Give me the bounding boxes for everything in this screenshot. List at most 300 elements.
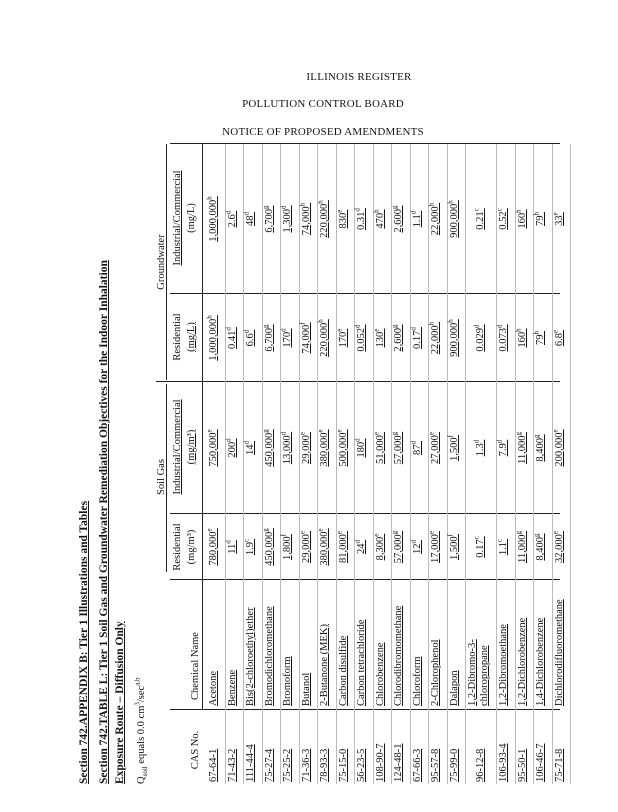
cell-cas	[412, 712, 424, 782]
cell-sgi-value: 750,000	[208, 432, 219, 467]
cell-sgi	[261, 384, 276, 512]
cell-sgr	[495, 516, 510, 578]
groundwater-group: Groundwater	[156, 234, 167, 290]
cell-gwi	[279, 146, 294, 292]
cell-gwr-value: 6,700	[263, 327, 275, 352]
cell-gwi	[353, 146, 368, 292]
col-chemical-name: Chemical Name	[190, 632, 201, 700]
cell-gwr-footnote: d	[409, 327, 417, 331]
cell-cas	[227, 712, 239, 782]
cell-chem-value: Carbon disulfide	[337, 635, 349, 706]
cell-sgr	[261, 516, 276, 578]
cell-gwi-value: 220,000	[319, 203, 330, 238]
cell-cas	[338, 712, 350, 782]
row-divider	[515, 144, 516, 784]
cell-sgr-value: 1,800	[282, 536, 293, 560]
row-divider	[225, 144, 226, 784]
cell-sgr-footnote: e	[335, 531, 343, 535]
cell-gwr-footnote: d	[353, 324, 362, 328]
cell-gwi-footnote: d	[242, 212, 251, 216]
cell-cas-value: 67-64-1	[208, 748, 219, 782]
cell-gwr	[551, 296, 566, 380]
cell-gwr-footnote: d	[224, 327, 232, 331]
cell-gwi-footnote: d	[353, 208, 362, 212]
cell-gwi-value: 2,600	[393, 208, 404, 233]
cell-gwi-value: 470	[374, 212, 386, 229]
cell-gwr-footnote: h	[514, 328, 523, 332]
cell-sgi-footnote: d	[472, 439, 481, 444]
cell-cas-value: 71-36-3	[300, 748, 312, 782]
cell-gwr	[205, 296, 220, 380]
soil-gas-group: Soil Gas	[156, 459, 167, 495]
cell-gwr-footnote: f	[298, 322, 306, 325]
row-divider	[447, 144, 448, 784]
cell-gwi	[390, 146, 405, 292]
cell-sgi-value: 14	[245, 444, 256, 455]
cell-sgi-value: 200,000	[553, 432, 565, 467]
cell-sgr-footnote: g	[261, 528, 269, 532]
cell-sgi-value: 1,500	[448, 437, 460, 461]
cell-chem	[535, 582, 547, 706]
cell-cas	[208, 712, 220, 782]
cell-gwr	[427, 296, 442, 380]
cell-gwi-value: 0.31	[356, 211, 367, 230]
col-sg-res-unit: (mg/m³)	[186, 529, 197, 565]
cell-sgi	[298, 384, 313, 512]
qsoil-exp: 3	[133, 702, 142, 706]
col-sg-res: Residential	[172, 523, 183, 571]
cell-gwr	[446, 296, 461, 380]
cell-gwi-value: 1,000,000	[208, 199, 219, 242]
row-divider	[317, 144, 318, 784]
cell-gwi	[224, 146, 239, 292]
cell-chem	[412, 582, 424, 706]
cell-sgr	[472, 516, 487, 578]
cell-sgi-value: 1.3	[474, 443, 486, 457]
cell-chem-value: Carbon tetrachloride	[356, 619, 367, 706]
cell-cas-value: 75-15-0	[337, 748, 349, 782]
cell-gwi-value: 2.6	[226, 214, 238, 228]
cell-cas	[356, 712, 368, 782]
board-header: POLLUTION CONTROL BOARD	[242, 98, 404, 110]
cell-sgr-value: 8,300	[374, 536, 386, 561]
cell-gwr-footnote: h	[427, 321, 436, 326]
cell-sgi-footnote: g	[390, 431, 399, 436]
cell-chem	[319, 582, 331, 706]
cell-cas	[498, 712, 510, 782]
cell-sgr-value: 1.9	[245, 542, 256, 556]
cell-sgr-footnote: e	[205, 528, 214, 532]
cell-cas	[517, 712, 529, 782]
cell-gwi-footnote: d	[224, 210, 232, 215]
cell-sgi-footnote: d	[279, 431, 288, 436]
cell-gwr-footnote: d	[279, 328, 288, 332]
cell-chem-value: 2-Butanone (MEK)	[319, 624, 330, 706]
cell-gwi-value: 160	[516, 212, 528, 229]
cell-cas	[245, 712, 257, 782]
cell-sgi-value: 57,000	[393, 435, 404, 465]
cell-gwr	[532, 296, 547, 380]
cell-cas-value: 111-44-4	[245, 744, 256, 782]
cell-gwr-value: 160	[516, 331, 528, 348]
cell-gwr-value: 130	[374, 331, 386, 348]
cell-chem-value: 1,2-Dibromoethane	[498, 624, 510, 706]
cell-gwi-footnote: h	[372, 209, 380, 213]
cell-gwi-value: 900,000	[448, 203, 460, 238]
qsoil-q: Q	[136, 776, 147, 784]
cell-sgr-footnote: f	[446, 534, 454, 537]
cell-gwr-footnote: d	[495, 324, 504, 328]
cell-sgi-footnote: d	[224, 438, 232, 442]
col-sg-ind-unit: (mg/m³)	[186, 429, 197, 465]
cell-sgr-footnote: g	[514, 531, 523, 535]
cell-chem-line2: chloropropane	[479, 645, 490, 706]
cell-gwr	[224, 296, 239, 380]
cell-chem-value: Chlorodibromomethane	[393, 605, 404, 706]
cell-sgi-footnote: g	[514, 432, 523, 436]
cell-gwr-value: 0.052	[356, 327, 367, 352]
qsoil-sub: soil	[141, 766, 150, 777]
table-title: Section 742.TABLE L: Tier 1 Soil Gas and Groundwater Remediation Objectives for the Indoor Inhalation	[98, 260, 110, 784]
cell-gwi	[495, 146, 510, 292]
row-divider	[373, 144, 374, 784]
cell-gwr-value: 170	[337, 331, 349, 348]
cell-chem	[264, 582, 276, 706]
row-divider	[533, 144, 534, 784]
cell-sgr	[205, 516, 220, 578]
cell-sgi-value: 450,000	[263, 432, 275, 467]
cell-gwi	[335, 146, 350, 292]
cell-sgr-value: 0.17	[474, 539, 486, 558]
cell-sgr	[353, 516, 368, 578]
cell-gwr-footnote: g	[390, 324, 399, 328]
cell-gwi-footnote: h	[205, 196, 214, 200]
row-divider	[410, 144, 411, 784]
cell-gwi-footnote: h	[532, 212, 541, 216]
cell-cas-value: 71-43-2	[226, 748, 238, 782]
cell-cas-value: 108-90-7	[374, 743, 386, 782]
cell-chem-value: 1,4-Dichlorobenzene	[535, 617, 547, 706]
cell-gwi-footnote: h	[514, 209, 523, 213]
cell-gwr	[242, 296, 257, 380]
cell-gwi-footnote: g	[261, 205, 269, 209]
cell-cas-value: 67-66-3	[411, 748, 423, 782]
notice-header: NOTICE OF PROPOSED AMENDMENTS	[222, 126, 424, 138]
cell-chem	[517, 582, 529, 706]
cell-sgr	[242, 516, 257, 578]
row-divider	[280, 144, 281, 784]
cell-cas	[301, 712, 313, 782]
cell-sgr-value: 380,000	[319, 531, 330, 566]
cell-gwr-value: 0.41	[226, 330, 238, 349]
cell-sgi-value: 180	[356, 441, 367, 458]
cell-gwr	[353, 296, 368, 380]
cell-gwi	[409, 146, 424, 292]
cell-gwi-footnote: d	[409, 210, 417, 215]
cell-sgr-value: 11,000	[516, 534, 528, 563]
cell-gwr-value: 1,000,000	[208, 318, 219, 361]
cell-gwr	[514, 296, 529, 380]
cell-gwi	[427, 146, 442, 292]
cell-sgr-footnote: c	[242, 538, 251, 542]
cell-gwr-footnote: g	[261, 324, 269, 328]
cell-cas	[430, 712, 442, 782]
cell-gwi	[298, 146, 313, 292]
cell-gwr-value: 6.6	[245, 333, 256, 347]
cell-sgr	[335, 516, 350, 578]
col-cas: CAS No.	[190, 730, 201, 770]
cell-sgi	[279, 384, 294, 512]
cell-sgi-value: 11,000	[516, 435, 528, 464]
cell-sgi	[205, 384, 220, 512]
cell-chem-value: Dalapon	[448, 670, 460, 706]
cell-gwr-value: 0.029	[474, 327, 486, 352]
cell-sgi-value: 87	[411, 444, 423, 455]
cell-sgi-value: 500,000	[337, 432, 349, 467]
cell-chem-value: Butanol	[300, 672, 312, 706]
cell-cas-value: 95-57-8	[430, 748, 441, 782]
cell-cas-value: 96-12-8	[474, 748, 486, 782]
cell-sgr-value: 24	[356, 543, 367, 554]
cell-gwi-value: 1,300	[282, 208, 293, 233]
row-divider	[262, 144, 263, 784]
cell-chem-value: Bromoform	[282, 656, 293, 706]
cell-cas-value: 95-50-1	[516, 748, 528, 782]
cell-sgi	[446, 384, 461, 512]
col-gw-res: Residential	[172, 313, 183, 361]
cell-sgr	[551, 516, 566, 578]
cell-gwi-value: 22,000	[430, 206, 441, 236]
cell-sgr-value: 780,000	[208, 531, 219, 566]
cell-gwr	[409, 296, 424, 380]
row-divider	[336, 144, 337, 784]
row-divider	[354, 144, 355, 784]
section-title: Section 742.APPENDIX B: Tier 1 Illustrations and Tables	[78, 500, 90, 784]
cell-gwr-value: 6.8	[553, 333, 565, 347]
cell-gwi-footnote: e	[335, 209, 343, 213]
cell-sgi-footnote: e	[427, 432, 436, 436]
cell-sgi	[514, 384, 529, 512]
cell-chem	[554, 582, 566, 706]
cell-sgr-value: 8,400	[535, 536, 547, 561]
cell-sgi-footnote: d	[242, 441, 251, 445]
cell-cas-value: 106-46-7	[535, 743, 547, 782]
cell-gwr-value: 170	[282, 331, 293, 348]
cell-sgi-footnote: e	[298, 432, 306, 436]
cell-gwi-value: 1.1	[411, 214, 423, 228]
cell-gwi-value: 830	[337, 212, 349, 229]
cell-cas-value: 106-93-4	[498, 743, 510, 782]
cell-gwr	[372, 296, 387, 380]
cell-chem	[449, 582, 461, 706]
cell-chem	[282, 582, 294, 706]
cell-sgr	[532, 516, 547, 578]
cell-sgi-footnote: e	[316, 429, 325, 433]
cell-sgi-footnote: e	[205, 429, 214, 433]
cell-sgi-value: 27,000	[430, 435, 441, 464]
row-divider	[391, 144, 392, 784]
cell-gwi-footnote: c	[472, 208, 481, 212]
cell-gwi	[372, 146, 387, 292]
cell-sgi-footnote: e	[372, 432, 380, 436]
cell-sgr-footnote: d	[409, 540, 417, 544]
qsoil-rest: equals 0.0 cm	[136, 705, 147, 767]
cell-sgi	[316, 384, 331, 512]
cell-chem	[227, 582, 239, 706]
cell-sgr-value: 57,000	[393, 534, 404, 564]
cell-gwr-value: 220,000	[319, 322, 330, 357]
cell-cas	[554, 712, 566, 782]
cell-sgi-footnote: d	[409, 441, 417, 445]
cell-gwi	[316, 146, 331, 292]
cell-sgr-footnote: d	[224, 540, 232, 544]
cell-gwr-value: 900,000	[448, 322, 460, 357]
cell-sgi-footnote: g	[261, 429, 269, 433]
cell-gwr	[472, 296, 487, 380]
row-divider	[299, 144, 300, 784]
cell-gwi-footnote: h	[446, 200, 454, 204]
cell-cas-value: 124-48-1	[393, 743, 404, 782]
cell-sgr	[224, 516, 239, 578]
row-divider	[465, 144, 466, 784]
cell-sgi-value: 13,000	[282, 435, 293, 465]
cell-sgi	[409, 384, 424, 512]
cell-gwi	[514, 146, 529, 292]
cell-sgi-footnote: e	[551, 429, 560, 433]
cell-cas-value: 75-71-8	[553, 748, 565, 782]
cell-sgr-footnote: f	[279, 534, 288, 537]
cell-gwr-footnote: d	[242, 329, 251, 334]
cell-sgr	[316, 516, 331, 578]
cell-sgi	[353, 384, 368, 512]
cell-chem	[375, 582, 387, 706]
cell-cas	[375, 712, 387, 782]
cell-cas-value: 75-99-0	[448, 748, 460, 782]
cell-chem	[301, 582, 313, 706]
cell-gwi-footnote: g	[390, 205, 399, 209]
cell-sgi	[551, 384, 566, 512]
row-divider	[570, 144, 571, 784]
cell-chem	[467, 582, 491, 706]
cell-sgr	[427, 516, 442, 578]
rotated-table-page	[78, 112, 568, 812]
cell-sgi-footnote: f	[446, 435, 454, 438]
row-divider	[243, 144, 244, 784]
register-header: ILLINOIS REGISTER	[306, 71, 412, 83]
cell-chem-value: Acetone	[208, 671, 219, 706]
cell-gwr-footnote: e	[551, 329, 560, 333]
cell-chem-value: Benzene	[226, 669, 238, 706]
cell-gwi-value: 33	[553, 215, 565, 226]
cell-sgi-value: 7.9	[498, 443, 510, 457]
qsoil-rest2: /sec	[136, 685, 147, 703]
cell-sgr-footnote: d	[353, 540, 362, 544]
cell-gwr-value: 79	[535, 334, 547, 345]
cell-chem-value: Chloroform	[411, 656, 423, 706]
cell-sgr-value: 32,000	[553, 534, 565, 563]
cell-sgr	[390, 516, 405, 578]
cell-sgi-value: 29,000	[300, 435, 312, 464]
cell-sgr-footnote: e	[316, 528, 325, 532]
row-divider	[428, 144, 429, 784]
cell-gwr-footnote: d	[472, 324, 481, 328]
cell-sgi-footnote: e	[335, 429, 343, 433]
cell-sgi	[224, 384, 239, 512]
cell-gwr-footnote: e	[335, 328, 343, 332]
cell-gwi	[242, 146, 257, 292]
cell-sgi-footnote: d	[353, 438, 362, 442]
cell-sgr	[372, 516, 387, 578]
cell-gwr-value: 22,000	[430, 325, 441, 355]
exposure-route: Exposure Route – Diffusion Only	[114, 621, 126, 784]
cell-sgr-footnote: e	[427, 531, 436, 535]
cell-cas	[319, 712, 331, 782]
cell-gwi-value: 0.21	[474, 211, 486, 230]
cell-gwr	[279, 296, 294, 380]
qsoil-note	[133, 677, 151, 784]
cell-gwi-value: 0.52	[498, 211, 510, 230]
cell-gwr	[495, 296, 510, 380]
cell-gwi-value: 48	[245, 215, 256, 226]
cell-gwi-footnote: d	[279, 205, 288, 209]
cell-gwr	[316, 296, 331, 380]
cell-sgi-value: 200	[226, 441, 238, 458]
cell-sgr-value: 450,000	[263, 531, 275, 566]
cell-cas	[475, 712, 487, 782]
cell-sgi-value: 51,000	[374, 435, 386, 464]
cell-sgr-footnote: e	[298, 531, 306, 535]
cell-gwr-footnote: h	[316, 319, 325, 323]
cell-sgr-value: 17,000	[430, 534, 441, 563]
cell-gwi-footnote: h	[316, 200, 325, 204]
cell-chem	[356, 582, 368, 706]
cell-gwi	[551, 146, 566, 292]
cell-sgi-footnote: g	[532, 434, 541, 438]
cell-sgr-footnote: e	[372, 533, 380, 537]
cell-sgr-value: 81,000	[337, 534, 349, 563]
cell-gwi-footnote: h	[427, 202, 436, 207]
cell-chem-value: Dichlorodifluoromethane	[553, 599, 565, 706]
row-divider	[496, 144, 497, 784]
cell-sgi	[242, 384, 257, 512]
cell-sgr	[446, 516, 461, 578]
cell-chem	[245, 582, 257, 706]
cell-cas	[393, 712, 405, 782]
qsoil-sup: a,b	[133, 677, 142, 686]
cell-sgi	[427, 384, 442, 512]
cell-sgi	[532, 384, 547, 512]
col-gw-ind-unit: (mg/L)	[186, 203, 197, 233]
col-gw-res-unit: (mg/L)	[186, 322, 197, 352]
cell-sgr-footnote: e	[551, 531, 560, 535]
col-gw-ind: Industrial/Commercial	[172, 170, 183, 266]
cell-chem	[338, 582, 350, 706]
cell-gwr	[335, 296, 350, 380]
cell-sgi	[472, 384, 487, 512]
cell-gwi-value: 74,000	[300, 206, 312, 236]
cell-sgi-footnote: d	[495, 439, 504, 444]
cell-chem	[430, 582, 442, 706]
cell-sgr	[279, 516, 294, 578]
cell-gwi-footnote: c	[495, 208, 504, 212]
cell-sgr-value: 1.1	[498, 542, 510, 556]
cell-cas-value: 75-27-4	[263, 748, 275, 782]
cell-sgr	[409, 516, 424, 578]
cell-chem-value: Bromodichloromethane	[263, 606, 275, 706]
cell-cas	[449, 712, 461, 782]
cell-gwi	[472, 146, 487, 292]
cell-sgr-value: 29,000	[300, 534, 312, 563]
